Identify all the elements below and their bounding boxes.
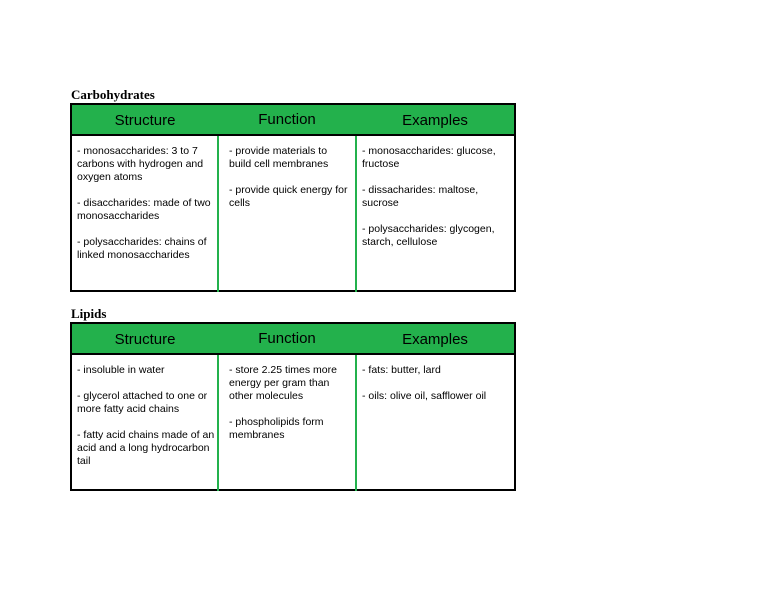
header-function: Function <box>258 330 316 347</box>
list-item: - store 2.25 times more energy per gram than other molecules <box>229 364 337 402</box>
examples-cell <box>362 145 510 262</box>
list-item: - monosaccharides: glucose, fructose <box>362 145 496 170</box>
function-cell <box>229 364 349 455</box>
carbohydrates-table <box>70 103 516 292</box>
list-item: - disaccharides: made of two monosaccharides <box>77 197 211 222</box>
header-structure: Structure <box>114 112 176 129</box>
table-header-row <box>72 105 514 136</box>
structure-cell <box>77 145 215 275</box>
list-item: - provide quick energy for cells <box>229 184 348 209</box>
list-item: - dissacharides: maltose, sucrose <box>362 184 479 209</box>
examples-cell <box>362 364 510 416</box>
lipids-table <box>70 322 516 491</box>
header-examples: Examples <box>402 331 468 348</box>
list-item: - fatty acid chains made of an acid and a long hydrocarbon tail <box>77 429 215 467</box>
list-item: - insoluble in water <box>77 364 165 376</box>
function-cell <box>229 145 349 223</box>
list-item: - phospholipids form membranes <box>229 416 324 441</box>
header-function: Function <box>258 111 316 128</box>
list-item: - provide materials to build cell membranes <box>229 145 329 170</box>
column-divider <box>355 136 357 292</box>
table-header-row <box>72 324 514 355</box>
section-title-carbohydrates: Carbohydrates <box>71 87 155 102</box>
column-divider <box>217 136 219 292</box>
header-structure: Structure <box>114 331 176 348</box>
list-item: - polysaccharides: chains of linked monosaccharides <box>77 236 207 261</box>
column-divider <box>217 355 219 491</box>
list-item: - polysaccharides: glycogen, starch, cellulose <box>362 223 495 248</box>
header-examples: Examples <box>402 112 468 129</box>
list-item: - fats: butter, lard <box>362 364 441 376</box>
list-item: - monosaccharides: 3 to 7 carbons with hydrogen and oxygen atoms <box>77 145 204 183</box>
structure-cell <box>77 364 215 481</box>
column-divider <box>355 355 357 491</box>
list-item: - oils: olive oil, safflower oil <box>362 390 487 402</box>
list-item: - glycerol attached to one or more fatty acid chains <box>77 390 208 415</box>
section-title-lipids: Lipids <box>71 306 107 321</box>
